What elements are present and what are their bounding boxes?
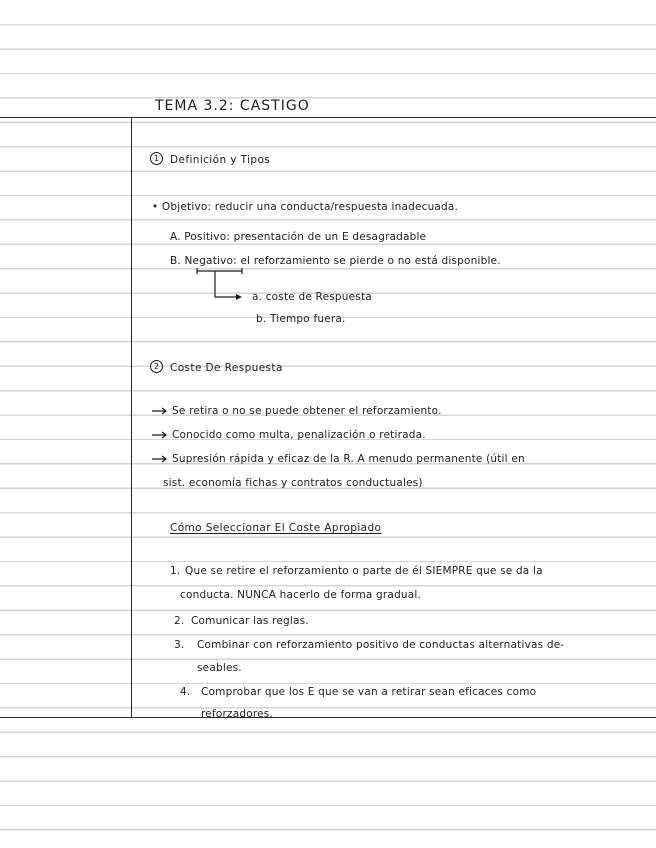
cost-point-3: Supresión rápida y eficaz de la R. A menudo permanente (útil en — [172, 453, 525, 465]
list-item-2-line-1: Comunicar las reglas. — [191, 615, 309, 627]
list-item-3-line-1: Combinar con reforzamiento positivo de conductas alternativas de- — [197, 639, 565, 651]
cost-point-2: Conocido como multa, penalización o retirada. — [172, 429, 426, 441]
subtype-b: b. Tiempo fuera. — [256, 313, 346, 325]
section-2-heading: Coste De Respuesta — [170, 362, 283, 374]
type-b-negative: B. Negativo: el reforzamiento se pierde o no está disponible. — [170, 255, 501, 267]
subtype-a: a. coste de Respuesta — [252, 291, 372, 303]
page-title: TEMA 3.2: CASTIGO — [155, 98, 310, 114]
list-item-1-line-2: conducta. NUNCA hacerlo de forma gradual. — [180, 589, 422, 601]
list-item-4-line-2: reforzadores. — [201, 708, 273, 720]
list-item-3-line-2: seables. — [197, 662, 242, 674]
section-1-heading: Definición y Tipos — [170, 154, 271, 166]
type-a-positive: A. Positivo: presentación de un E desagradable — [170, 231, 427, 243]
section-1-number: 1 — [150, 152, 163, 165]
list-item-2-number: 2. — [174, 615, 185, 627]
section-2-number: 2 — [150, 360, 163, 373]
list-item-4-number: 4. — [180, 686, 191, 698]
list-item-1-number: 1. — [170, 565, 181, 577]
section-3-heading: Cómo Seleccionar El Coste Apropiado — [170, 522, 382, 534]
cost-point-1: Se retira o no se puede obtener el reforzamiento. — [172, 405, 442, 417]
cost-point-3-continuation: sist. economía fichas y contratos conductuales) — [163, 477, 423, 489]
objective-line: • Objetivo: reducir una conducta/respuesta inadecuada. — [152, 201, 459, 213]
list-item-4-line-1: Comprobar que los E que se van a retirar sean eficaces como — [201, 686, 537, 698]
list-item-3-number: 3. — [174, 639, 185, 651]
list-item-1-line-1: Que se retire el reforzamiento o parte de él SIEMPRE que se da la — [185, 565, 543, 577]
